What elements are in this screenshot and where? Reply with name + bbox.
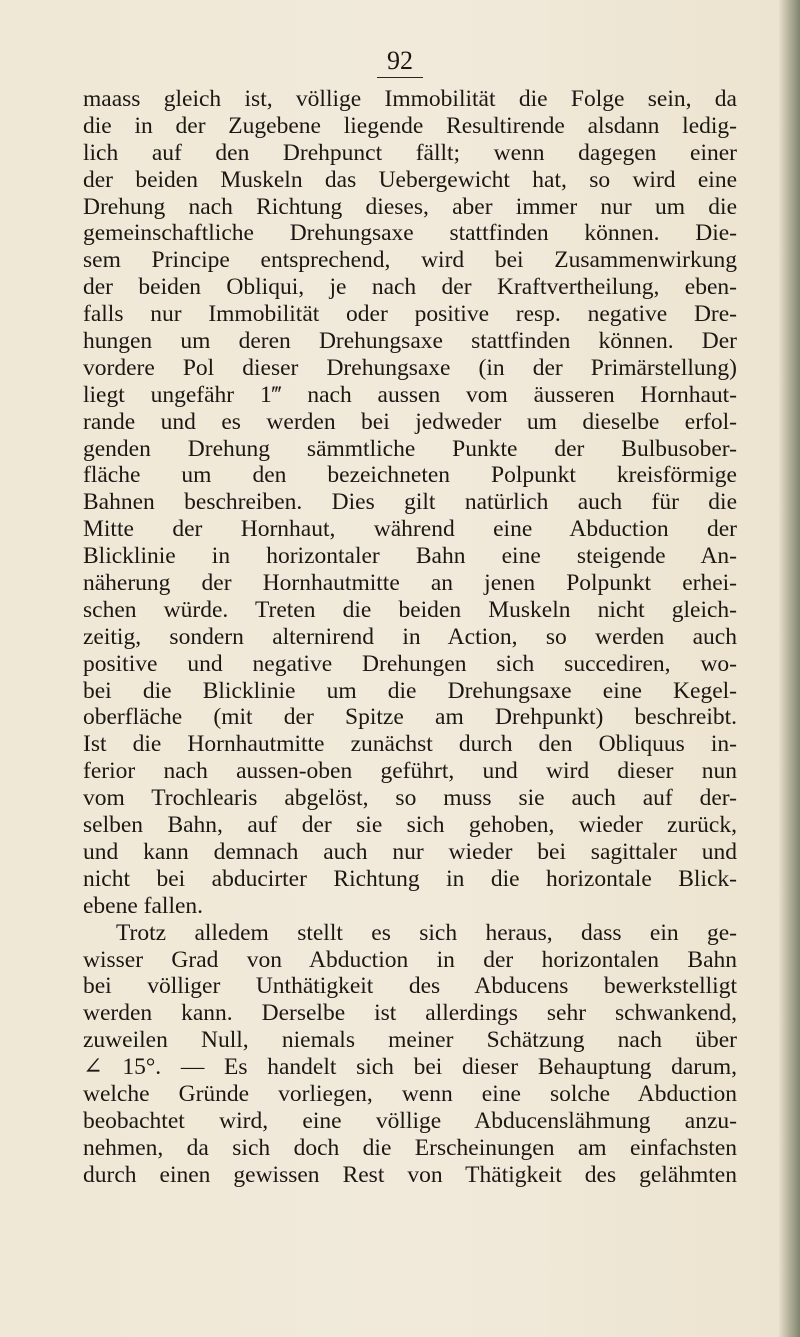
text-line: welche Gründe vorliegen, wenn eine solche Abduction [83, 1080, 737, 1107]
text-line: vom Trochlearis abgelöst, so muss sie auch auf der- [83, 785, 737, 812]
text-line: beobachtet wird, eine völlige Abducenslähmung anzu- [83, 1107, 737, 1134]
text-line: Blicklinie in horizontaler Bahn eine steigende An- [83, 543, 737, 570]
text-line: gemeinschaftliche Drehungsaxe stattfinden können. Die- [83, 220, 737, 247]
text-line: lich auf den Drehpunct fällt; wenn dagegen einer [83, 139, 737, 166]
text-line: maass gleich ist, völlige Immobilität die Folge sein, da [83, 86, 737, 112]
text-line: die in der Zugebene liegende Resultirende alsdann ledig- [83, 112, 737, 139]
page-number: 92 [0, 48, 800, 78]
text-line: vordere Pol dieser Drehungsaxe (in der Primärstellung) [83, 354, 737, 381]
body-text [83, 86, 737, 1189]
text-line: wisser Grad von Abduction in der horizontalen Bahn [83, 946, 737, 973]
text-line: und kann demnach auch nur wieder bei sagittaler und [83, 838, 737, 865]
text-line: zeitig, sondern alternirend in Action, so werden auch [83, 623, 737, 650]
text-line: genden Drehung sämmtliche Punkte der Bulbusober- [83, 435, 737, 462]
text-line: nehmen, da sich doch die Erscheinungen am einfachsten [83, 1134, 737, 1161]
text-line: näherung der Hornhautmitte an jenen Polpunkt erhei- [83, 570, 737, 597]
text-line: bei völliger Unthätigkeit des Abducens bewerkstelligt [83, 973, 737, 1000]
text-line: durch einen gewissen Rest von Thätigkeit des gelähmten [83, 1161, 737, 1188]
text-line: Bahnen beschreiben. Dies gilt natürlich auch für die [83, 489, 737, 516]
text-line: sem Principe entsprechend, wird bei Zusammenwirkung [83, 247, 737, 274]
text-line: werden kann. Derselbe ist allerdings sehr schwankend, [83, 1000, 737, 1027]
text-line: Ist die Hornhautmitte zunächst durch den Obliquus in- [83, 731, 737, 758]
text-line: fläche um den bezeichneten Polpunkt kreisförmige [83, 462, 737, 489]
paragraph-start-line: Trotz alledem stellt es sich heraus, dass ein ge- [116, 919, 737, 946]
text-line: der beiden Muskeln das Uebergewicht hat, so wird eine [83, 166, 737, 193]
text-line: liegt ungefähr 1‴ nach aussen vom äusseren Hornhaut- [83, 381, 737, 408]
text-line: rande und es werden bei jedweder um dieselbe erfol- [83, 408, 737, 435]
text-line: schen würde. Treten die beiden Muskeln nicht gleich- [83, 596, 737, 623]
text-line: hungen um deren Drehungsaxe stattfinden können. Der [83, 328, 737, 355]
text-line: der beiden Obliqui, je nach der Kraftvertheilung, eben- [83, 274, 737, 301]
text-line: ∠ 15°. — Es handelt sich bei dieser Behauptung darum, [83, 1054, 737, 1081]
text-line: nicht bei abducirter Richtung in die horizontale Blick- [83, 865, 737, 892]
text-line: selben Bahn, auf der sie sich gehoben, wieder zurück, [83, 812, 737, 839]
page-edge-shadow [778, 0, 800, 1337]
text-line: Drehung nach Richtung dieses, aber immer nur um die [83, 193, 737, 220]
paragraph-end-line: ebene fallen. [83, 892, 204, 919]
text-line: falls nur Immobilität oder positive resp. negative Dre- [83, 301, 737, 328]
text-line: ferior nach aussen-oben geführt, und wird dieser nun [83, 758, 737, 785]
text-line: oberfläche (mit der Spitze am Drehpunkt) beschreibt. [83, 704, 737, 731]
text-line: positive und negative Drehungen sich succediren, wo- [83, 650, 737, 677]
text-line: zuweilen Null, niemals meiner Schätzung nach über [83, 1027, 737, 1054]
text-line: Mitte der Hornhaut, während eine Abduction der [83, 516, 737, 543]
text-line: bei die Blicklinie um die Drehungsaxe eine Kegel- [83, 677, 737, 704]
